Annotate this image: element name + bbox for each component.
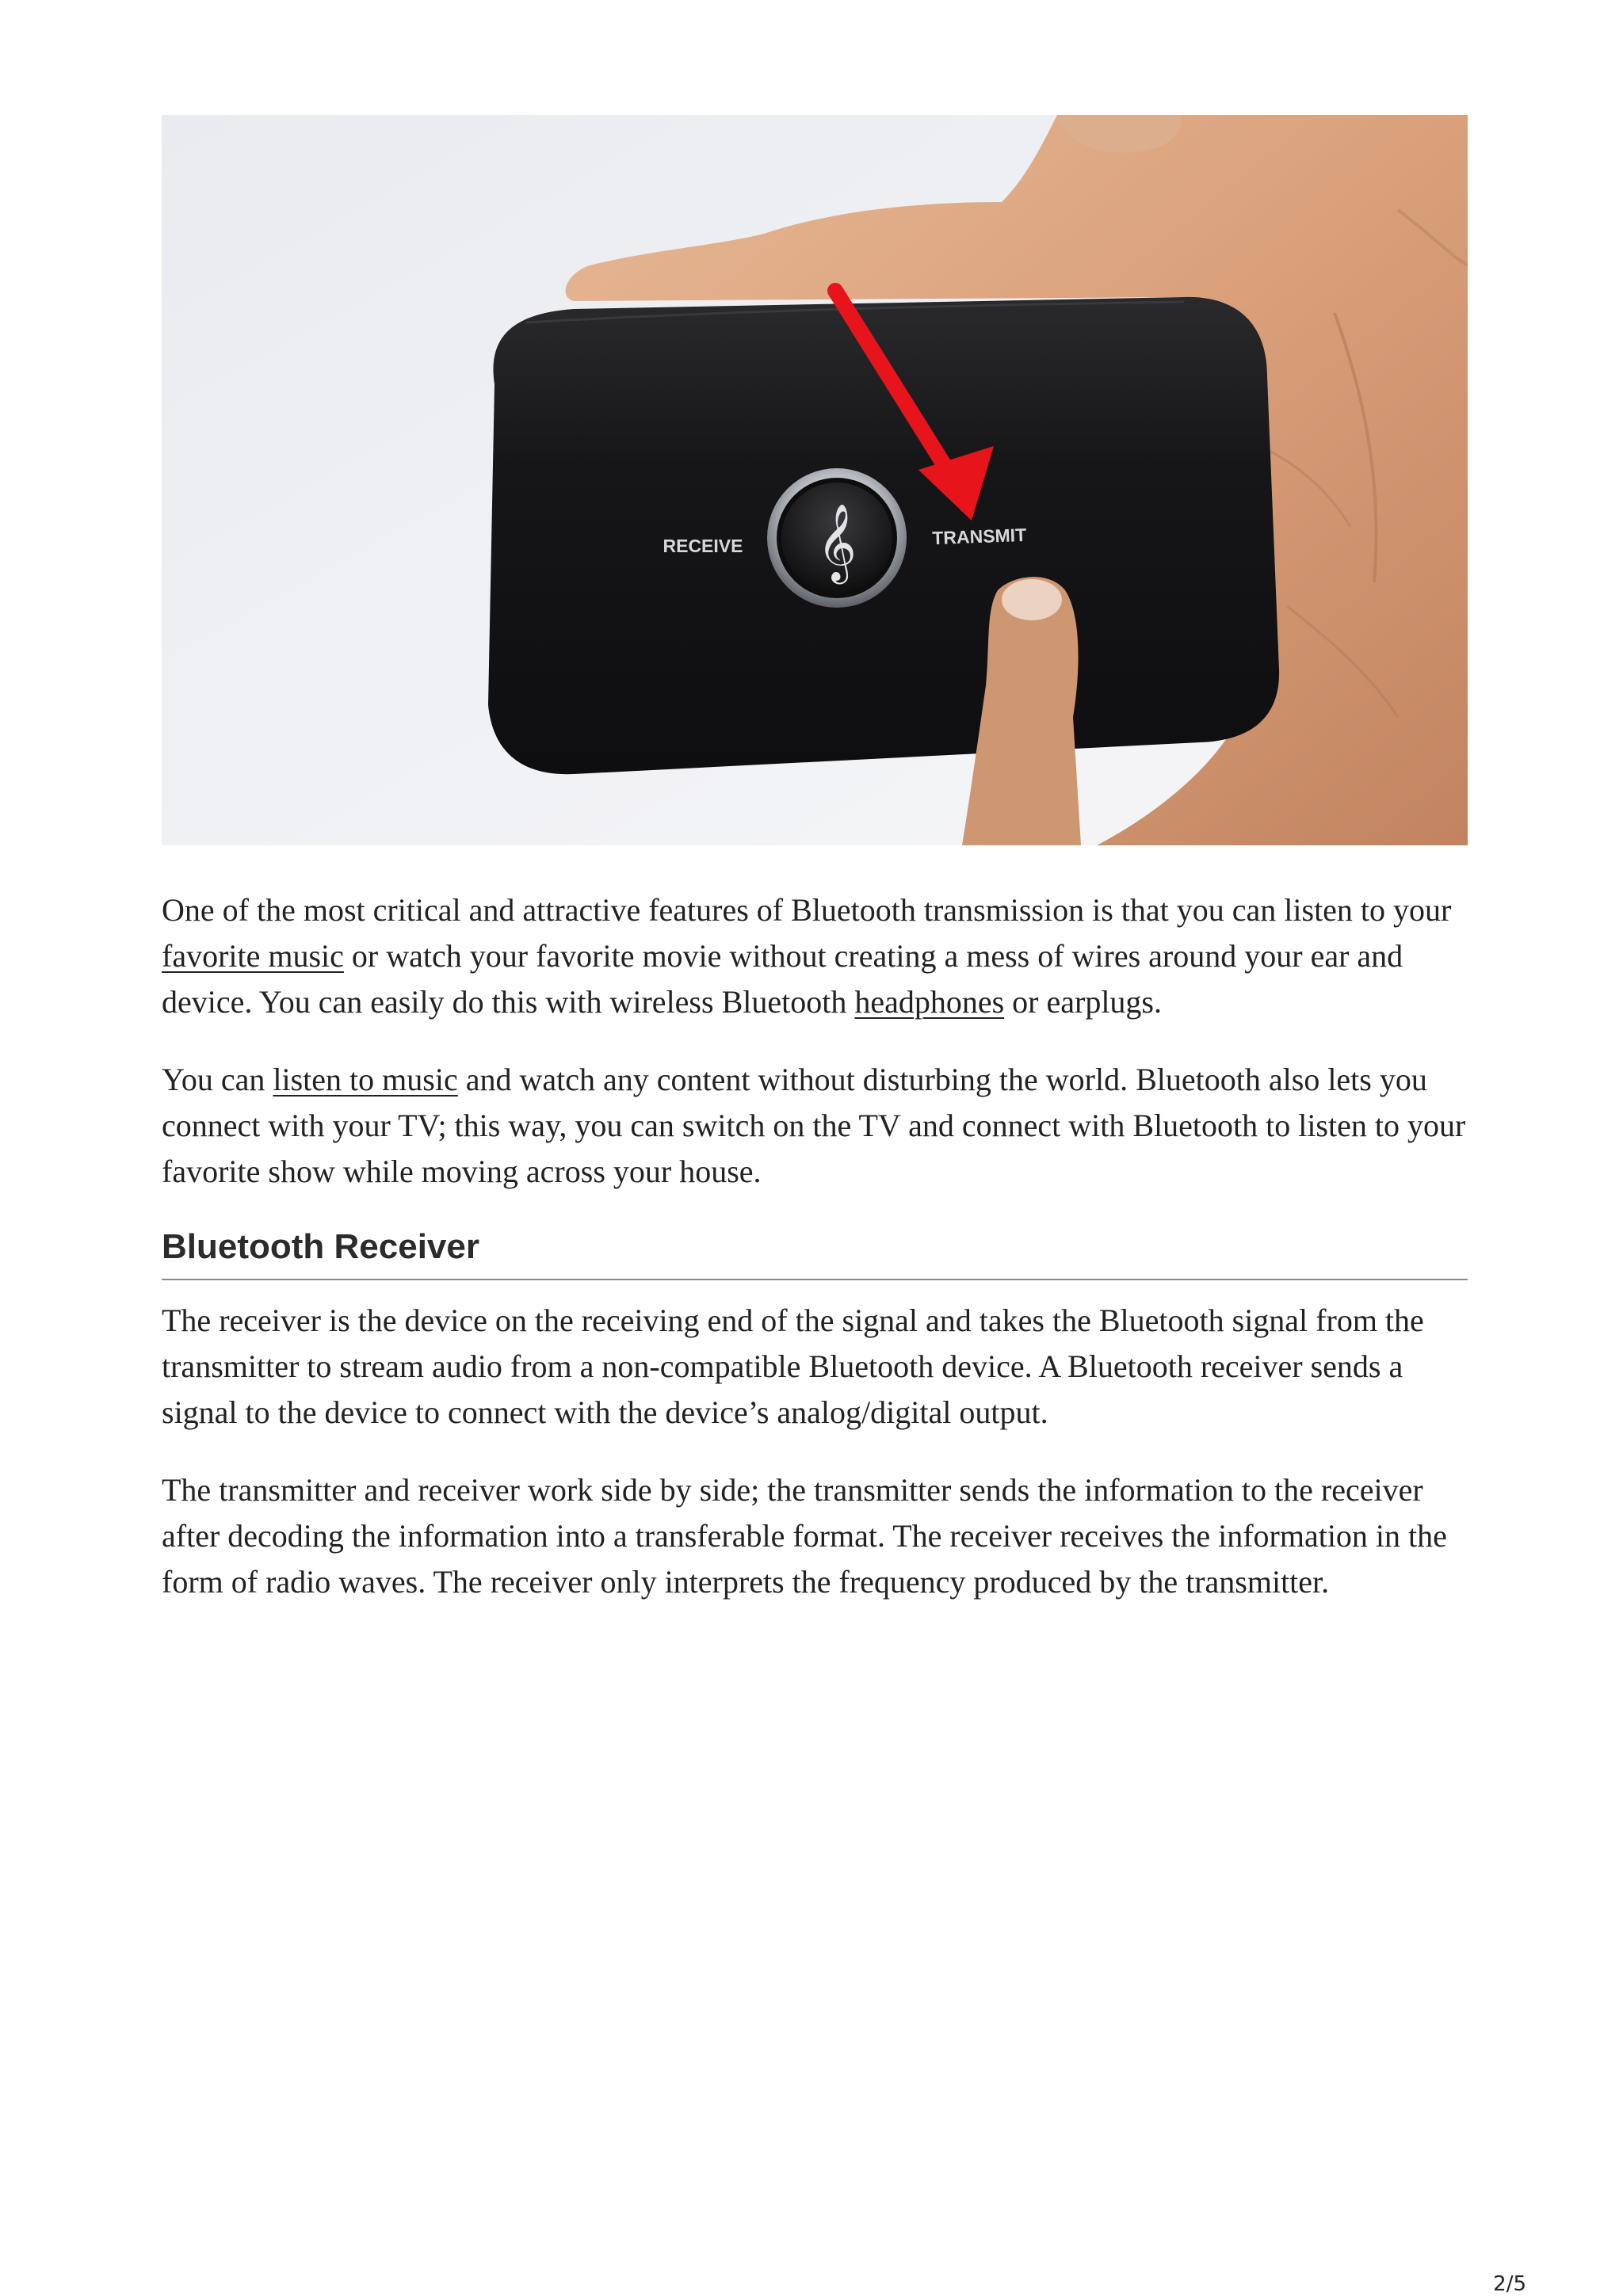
paragraph-text: or watch your favorite movie without creating a mess of wires around your ear and device. You can easily do this with wireless Bluetooth — [162, 938, 1403, 1020]
paragraph-listen-to-music — [162, 1057, 1468, 1195]
favorite-music-link[interactable]: favorite music — [162, 938, 344, 974]
paragraph-receiver-description: The receiver is the device on the receiving end of the signal and takes the Bluetooth signal from the transmitter to stream audio from a non-compatible Bluetooth device. A Bluetooth receiver sends a signal to the device to connect with the device’s analog/digital output. — [162, 1302, 1424, 1430]
transmit-label: TRANSMIT — [931, 524, 1027, 549]
paragraph-bluetooth-transmission-features — [162, 887, 1468, 1025]
paragraph-text: or earplugs. — [1004, 984, 1162, 1020]
listen-to-music-link[interactable]: listen to music — [273, 1062, 458, 1097]
receive-label: RECEIVE — [663, 536, 743, 556]
svg-text:𝄞: 𝄞 — [817, 503, 857, 581]
bluetooth-transmitter-photo — [162, 115, 1468, 845]
article-body — [162, 887, 1468, 1637]
paragraph-transmitter-receiver: The transmitter and receiver work side by side; the transmitter sends the information to the receiver after decoding the information into a transferable format. The receiver receives the information in the form of radio waves. The receiver only interprets the frequency produced by the transmitter. — [162, 1472, 1447, 1600]
page-number: 2/5 — [1493, 2272, 1526, 2296]
paragraph-text: and watch any content without disturbing the world. Bluetooth also lets you connect with your TV; this way, you can switch on the TV and connect with Bluetooth to listen to your favorite show while moving across your house. — [162, 1062, 1466, 1189]
section-heading-bluetooth-receiver: Bluetooth Receiver — [162, 1226, 1468, 1280]
paragraph-text: You can — [162, 1062, 273, 1097]
paragraph-text: One of the most critical and attractive features of Bluetooth transmission is that you can listen to your — [162, 892, 1452, 928]
headphones-link[interactable]: headphones — [854, 984, 1005, 1020]
treble-clef-icon — [767, 468, 907, 608]
